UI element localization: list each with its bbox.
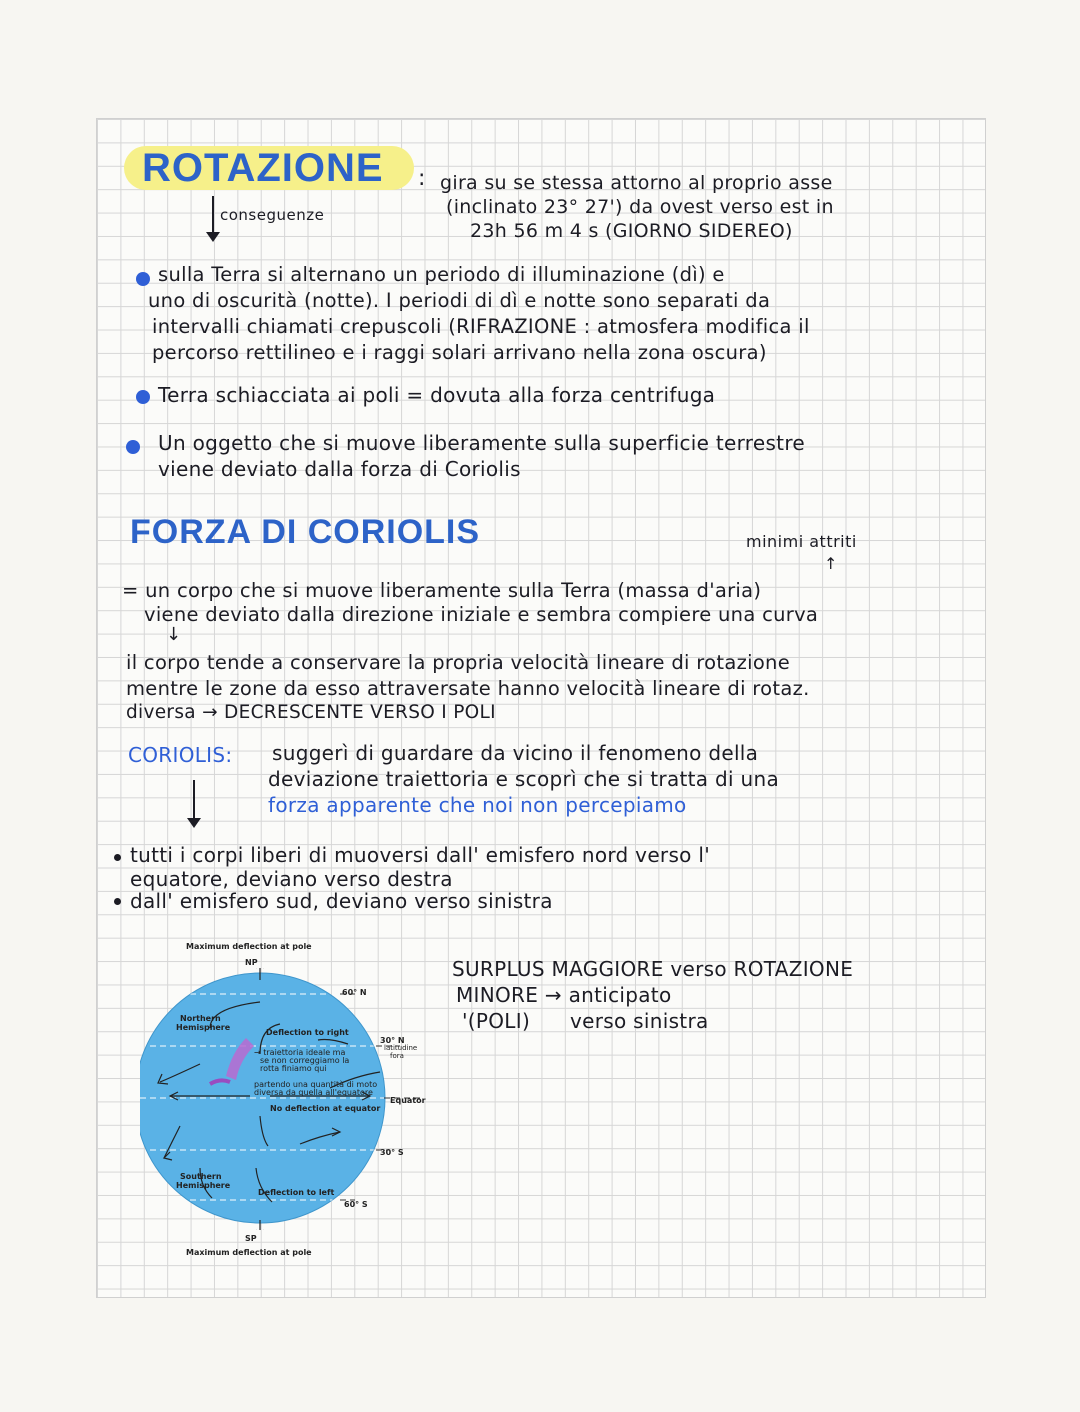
intro-line-3: 23h 56 m 4 s (GIORNO SIDEREO): [470, 220, 793, 242]
diagram-60n: 60° N: [342, 988, 367, 997]
diagram-note2-2: diversa da quella all'equatore: [254, 1088, 373, 1097]
surplus-line-3: '(POLI) verso sinistra: [462, 1009, 709, 1033]
diagram-30n: 30° N: [380, 1036, 405, 1045]
bullet-1: [136, 272, 150, 286]
dot-1: [114, 854, 121, 861]
dot-line-1: tutti i corpi liberi di muoversi dall' emisfero nord verso l': [130, 843, 711, 867]
diagram-sp: SP: [245, 1234, 257, 1243]
title-colon: :: [418, 166, 426, 191]
minimi-attriti: minimi attriti: [746, 532, 857, 551]
diagram-np: NP: [245, 958, 258, 967]
diagram-southern-1: Southern: [180, 1172, 222, 1181]
expl-line-2: mentre le zone da esso attraversate hanno velocità lineare di rotaz.: [126, 677, 810, 700]
dot-line-3: dall' emisfero sud, deviano verso sinistra: [130, 889, 553, 913]
bullet1-line-1: sulla Terra si alternano un periodo di illuminazione (dì) e: [158, 263, 725, 286]
intro-line-2: (inclinato 23° 27') da ovest verso est in: [446, 196, 834, 218]
surplus-line-2: MINORE → anticipato: [456, 983, 672, 1007]
coriolis-line-2: deviazione traiettoria e scoprì che si tratta di una: [268, 767, 780, 791]
conseguenze-arrowhead: [206, 232, 220, 242]
expl-line-3: diversa → DECRESCENTE VERSO I POLI: [126, 702, 496, 723]
diagram-no-defl: No deflection at equator: [270, 1104, 381, 1113]
diagram-northern-1: Northern: [180, 1014, 221, 1023]
diagram-fora: fora: [390, 1052, 404, 1060]
diagram-max-pole-top: Maximum deflection at pole: [186, 942, 312, 951]
diagram-note1-3: rotta finiamo qui: [260, 1064, 327, 1073]
diagram-30s: 30° S: [380, 1148, 404, 1157]
expl-line-1: il corpo tende a conservare la propria velocità lineare di rotazione: [126, 651, 791, 674]
bullet3-line-2: viene deviato dalla forza di Coriolis: [158, 457, 521, 481]
bullet2-text: Terra schiacciata ai poli = dovuta alla forza centrifuga: [158, 383, 716, 407]
bullet1-line-2: uno di oscurità (notte). I periodi di dì e notte sono separati da: [148, 289, 771, 312]
minimi-arrow-icon: ↑: [824, 554, 838, 573]
conseguenze-label: conseguenze: [220, 206, 325, 224]
coriolis-down-arrow: [193, 780, 195, 820]
intro-line-1: gira su se stessa attorno al proprio asse: [440, 172, 833, 194]
bullet-3: [126, 440, 140, 454]
diagram-max-pole-bottom: Maximum deflection at pole: [186, 1248, 312, 1257]
coriolis-down-arrowhead: [187, 818, 201, 828]
diagram-defl-right: Deflection to right: [266, 1028, 349, 1037]
bullet-2: [136, 390, 150, 404]
down-arrow-icon: ↓: [166, 624, 182, 645]
bullet3-line-1: Un oggetto che si muove liberamente sulla superficie terrestre: [158, 431, 806, 455]
dot-2: [114, 898, 121, 905]
diagram-defl-left: Deflection to left: [258, 1188, 335, 1197]
bullet1-line-3: intervalli chiamati crepuscoli (RIFRAZIONE : atmosfera modifica il: [152, 315, 810, 338]
diagram-southern-2: Hemisphere: [176, 1181, 231, 1190]
conseguenze-arrow: [212, 196, 214, 236]
def-line-2: viene deviato dalla direzione iniziale e sembra compiere una curva: [144, 603, 819, 626]
diagram-northern-2: Hemisphere: [176, 1023, 231, 1032]
coriolis-line-1: suggerì di guardare da vicino il fenomeno della: [272, 741, 759, 765]
surplus-line-1: SURPLUS MAGGIORE verso ROTAZIONE: [452, 957, 854, 981]
dot-line-2: equatore, deviano verso destra: [130, 867, 453, 891]
diagram-60s: 60° S: [344, 1200, 368, 1209]
diagram-note1-2: se non correggiamo la: [260, 1056, 350, 1065]
bullet1-line-4: percorso rettilineo e i raggi solari arrivano nella zona oscura): [152, 341, 767, 364]
title-coriolis: FORZA DI CORIOLIS: [130, 513, 481, 551]
diagram-note1-1: → traiettoria ideale ma: [254, 1048, 346, 1057]
coriolis-label: CORIOLIS:: [128, 743, 233, 767]
def-line-1: = un corpo che si muove liberamente sulla Terra (massa d'aria): [122, 579, 762, 602]
title-rotazione: ROTAZIONE: [142, 146, 384, 190]
coriolis-line-3: forza apparente che noi non percepiamo: [268, 793, 687, 817]
diagram-note2-1: partendo una quantità di moto: [254, 1080, 378, 1089]
diagram-equator: Equator: [390, 1096, 426, 1105]
diagram-latitudine: latitudine: [384, 1044, 418, 1052]
